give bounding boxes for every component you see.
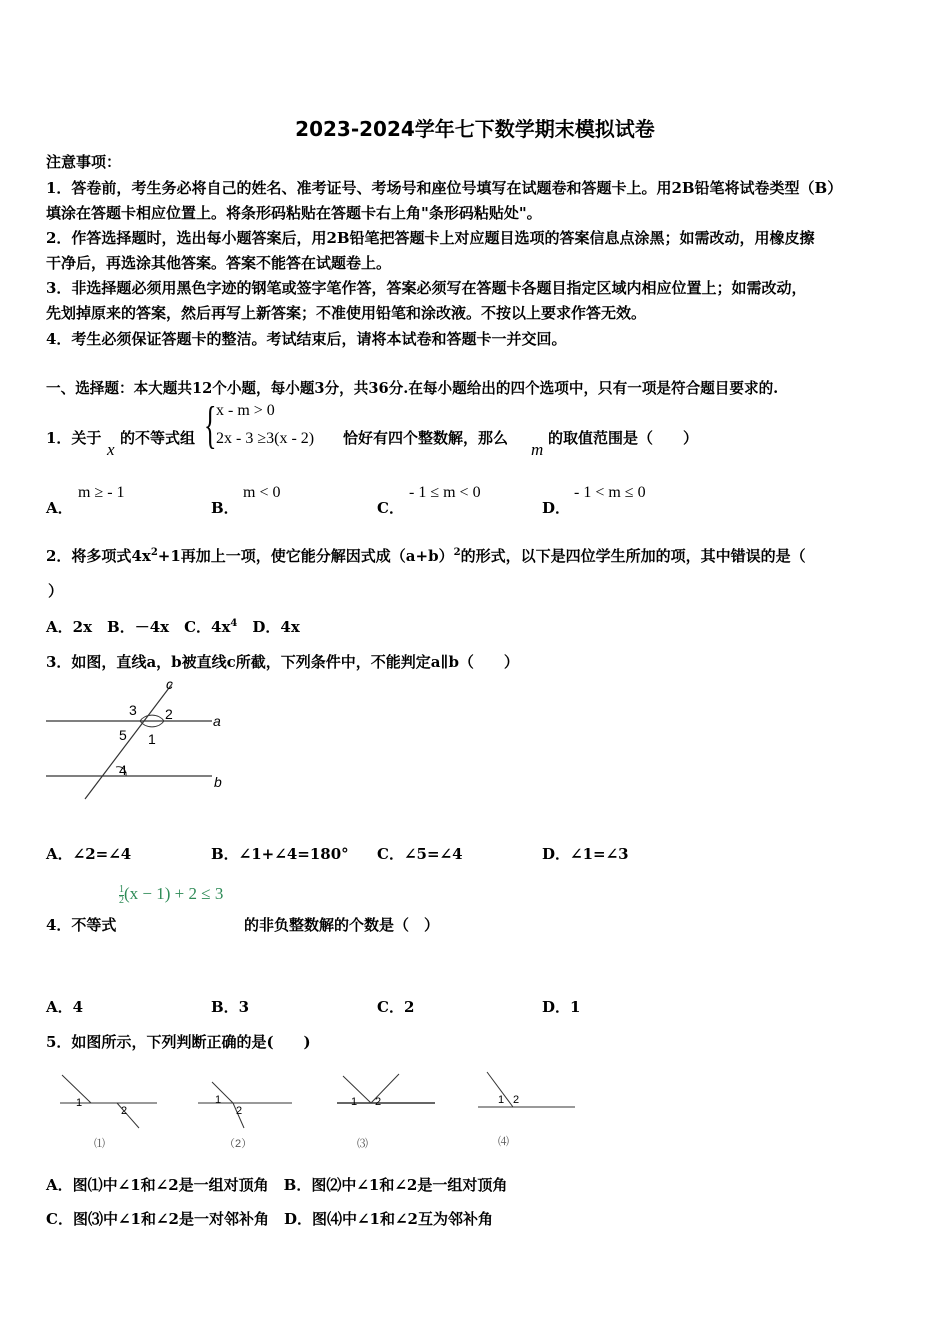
q4-option-d[interactable]: D．1 xyxy=(542,998,581,1016)
q3-figure xyxy=(40,672,240,807)
svg-text:2: 2 xyxy=(236,1105,243,1117)
q3-stem: 3．如图，直线a，b被直线c所截，下列条件中，不能判定a∥b（ ） xyxy=(46,653,519,671)
svg-text:2: 2 xyxy=(513,1094,520,1106)
q3-label-c: c xyxy=(166,676,173,692)
q5-figure-4 xyxy=(478,1072,575,1148)
q1-ineq2: 2x - 3 ≥3(x - 2) xyxy=(216,430,315,447)
q1-suffix: 恰好有四个整数解，那么 xyxy=(343,429,509,447)
q1-var-m: m xyxy=(531,440,544,459)
q1-option-a-expr: m ≥ - 1 xyxy=(78,484,125,501)
q5-figure-1 xyxy=(60,1075,157,1150)
svg-text:1: 1 xyxy=(215,1094,222,1106)
q1-mid: 的不等式组 xyxy=(120,429,196,447)
q3-angle-2: 2 xyxy=(165,706,173,722)
q2-options[interactable]: A．2x B．－4x C．$4x^4$ D．4x xyxy=(46,618,300,636)
q1-option-b-expr: m < 0 xyxy=(243,484,281,501)
q1-var-x: x xyxy=(107,440,115,459)
q4-option-a[interactable]: A．4 xyxy=(46,998,84,1016)
q5-figures xyxy=(55,1065,585,1155)
q2-stem: 2．将多项式$4x^2+1$再加上一项，使它能分解因式成$(a+b)^2$的形式，以下是四位学生所加的项，其中错误的是（ xyxy=(46,547,806,565)
notice-line: 干净后，再选涂其他答案。答案不能答在试题卷上。 xyxy=(46,254,392,272)
q2-stem-end: ） xyxy=(48,582,64,600)
svg-text:1: 1 xyxy=(498,1094,505,1106)
q1-brace: { xyxy=(204,397,217,454)
q4-suffix: 的非负整数解的个数是（ ） xyxy=(244,916,440,934)
q1-ineq1: x - m > 0 xyxy=(216,402,275,419)
q1-option-b-label[interactable]: B． xyxy=(211,499,239,517)
q1-option-a-label[interactable]: A． xyxy=(46,499,73,517)
q1-end: 的取值范围是（ ） xyxy=(548,429,699,447)
notice-line: 填涂在答题卡相应位置上。将条形码粘贴在答题卡右上角"条形码粘贴处"。 xyxy=(46,204,542,222)
section-heading: 一、选择题：本大题共12个小题，每小题3分，共36分.在每小题给出的四个选项中，只有一项是符合题目要求的. xyxy=(46,380,779,397)
q5-caption-1: ⑴ xyxy=(94,1138,105,1150)
q3-label-b: b xyxy=(214,774,222,790)
q3-angle-1: 1 xyxy=(148,731,156,747)
notice-line: 4．考生必须保证答题卡的整洁。考试结束后，请将本试卷和答题卡一并交回。 xyxy=(46,330,567,348)
notice-line: 先划掉原来的答案，然后再写上新答案；不准使用铅笔和涂改液。不按以上要求作答无效。 xyxy=(46,304,647,322)
q5-options-row-1[interactable]: A．图⑴中∠1和∠2是一组对顶角 B．图⑵中∠1和∠2是一组对顶角 xyxy=(46,1176,508,1194)
q4-option-b[interactable]: B．3 xyxy=(211,998,250,1016)
q3-option-d[interactable]: D．∠1=∠3 xyxy=(542,845,629,863)
q1-option-d-expr: - 1 < m ≤ 0 xyxy=(574,484,646,501)
q5-caption-3: ⑶ xyxy=(357,1138,368,1150)
q5-figure-2 xyxy=(198,1082,292,1150)
q5-caption-4: ⑷ xyxy=(498,1136,509,1148)
q5-stem: 5．如图所示，下列判断正确的是( ) xyxy=(46,1033,311,1051)
q5-figure-3 xyxy=(337,1074,435,1150)
q3-option-c[interactable]: C．∠5=∠4 xyxy=(377,845,463,863)
svg-text:2: 2 xyxy=(375,1096,382,1108)
q4-prefix: 4．不等式 xyxy=(46,916,117,934)
q3-option-a[interactable]: A．∠2=∠4 xyxy=(46,845,132,863)
page-title: 2023-2024学年七下数学期末模拟试卷 xyxy=(295,117,655,141)
q1-option-c-label[interactable]: C． xyxy=(377,499,404,517)
q3-angle-3: 3 xyxy=(129,702,137,718)
notice-heading: 注意事项： xyxy=(46,153,122,171)
notice-line: 3．非选择题必须用黑色字迹的钢笔或签字笔作答，答案必须写在答题卡各题目指定区域内相应位置上；如需改动， xyxy=(46,279,807,297)
svg-text:2: 2 xyxy=(121,1105,128,1117)
q1-prefix: 1．关于 xyxy=(46,429,102,447)
q5-caption-2: （2） xyxy=(224,1138,253,1150)
q4-option-c[interactable]: C．2 xyxy=(377,998,415,1016)
q3-option-b[interactable]: B．∠1+∠4=180° xyxy=(211,845,349,863)
q3-angle-5: 5 xyxy=(119,727,127,743)
notice-line: 2．作答选择题时，选出每小题答案后，用2B铅笔把答题卡上对应题目选项的答案信息点涂黑；如需改动，用橡皮擦 xyxy=(46,229,815,247)
q1-option-d-label[interactable]: D． xyxy=(542,499,571,517)
notice-line: 1．答卷前，考生务必将自己的姓名、准考证号、考场号和座位号填写在试题卷和答题卡上。用2B铅笔将试卷类型（B） xyxy=(46,179,843,197)
q3-label-a: a xyxy=(213,713,221,729)
q4-formula: $\frac{1}{2}$ (x − 1) + 2 ≤ 3 xyxy=(119,883,224,906)
svg-text:1: 1 xyxy=(76,1097,83,1109)
q1-option-c-expr: - 1 ≤ m < 0 xyxy=(409,484,481,501)
q3-angle-4: 4 xyxy=(119,762,127,778)
svg-text:1: 1 xyxy=(351,1096,358,1108)
q5-options-row-2[interactable]: C．图⑶中∠1和∠2是一对邻补角 D．图⑷中∠1和∠2互为邻补角 xyxy=(46,1210,493,1228)
